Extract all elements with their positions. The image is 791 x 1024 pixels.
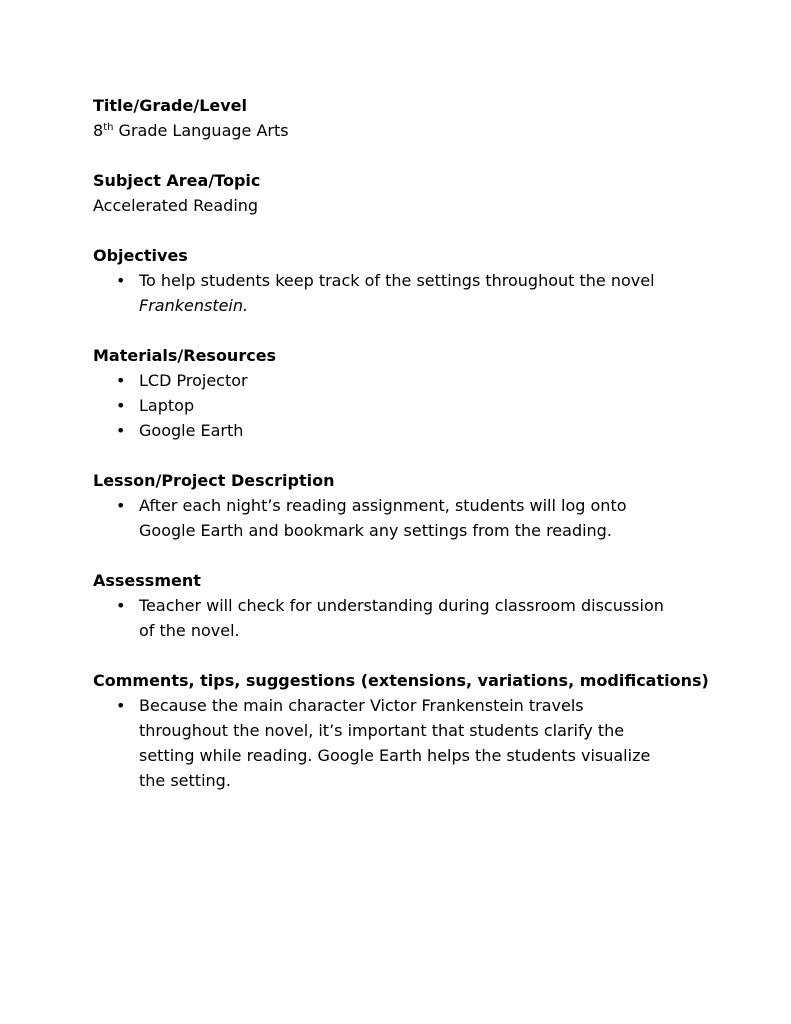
comment-text-line-1: Because the main character Victor Frankenstein travels [139, 696, 584, 715]
assessment-text-line-1: Teacher will check for understanding during classroom discussion [139, 596, 664, 615]
bullet-icon: • [116, 271, 126, 290]
comments-heading: Comments, tips, suggestions (extensions, variations, modifications) [93, 671, 709, 690]
comments-section [93, 668, 713, 793]
comment-text-line-4: the setting. [139, 771, 231, 790]
bullet-icon: • [116, 371, 126, 390]
materials-section [93, 343, 713, 443]
assessment-list [93, 593, 713, 643]
lesson-text-line-1: After each night’s reading assignment, students will log onto [139, 496, 627, 515]
subject-area-heading: Subject Area/Topic [93, 171, 261, 190]
subject-area-value: Accelerated Reading [93, 196, 259, 215]
list-item [93, 393, 713, 418]
bullet-icon: • [116, 421, 126, 440]
lesson-description-heading: Lesson/Project Description [93, 471, 335, 490]
objectives-section [93, 243, 713, 318]
comment-text-line-2: throughout the novel, it’s important that students clarify the [139, 721, 625, 740]
lesson-plan-document [93, 93, 713, 818]
material-item-text: Laptop [139, 396, 195, 415]
list-item [93, 593, 713, 643]
objectives-list [93, 268, 713, 318]
lesson-text-line-2: Google Earth and bookmark any settings from the reading. [139, 521, 612, 540]
title-grade-level-heading: Title/Grade/Level [93, 96, 248, 115]
grade-ordinal-suffix: th [103, 122, 114, 133]
materials-heading: Materials/Resources [93, 346, 277, 365]
bullet-icon: • [116, 396, 126, 415]
assessment-text-line-2: of the novel. [139, 621, 240, 640]
bullet-icon: • [116, 596, 126, 615]
lesson-description-section [93, 468, 713, 543]
assessment-section [93, 568, 713, 643]
grade-number: 8 [93, 121, 104, 140]
comment-text-line-3: setting while reading. Google Earth helps the students visualize [139, 746, 651, 765]
list-item [93, 368, 713, 393]
objective-text-line-1: To help students keep track of the settings throughout the novel [139, 271, 655, 290]
list-item [93, 418, 713, 443]
assessment-heading: Assessment [93, 571, 201, 590]
subject-area-section [93, 168, 713, 218]
title-grade-level-section [93, 93, 713, 143]
bullet-icon: • [116, 696, 126, 715]
list-item [93, 268, 713, 318]
material-item-text: LCD Projector [139, 371, 248, 390]
lesson-description-list [93, 493, 713, 543]
grade-subject-text: Grade Language Arts [113, 121, 289, 140]
objectives-heading: Objectives [93, 246, 188, 265]
comments-list [93, 693, 713, 793]
materials-list [93, 368, 713, 443]
list-item [93, 693, 713, 793]
material-item-text: Google Earth [139, 421, 244, 440]
objective-text-line-2: Frankenstein. [139, 296, 249, 315]
grade-level-value [93, 118, 713, 143]
list-item [93, 493, 713, 543]
bullet-icon: • [116, 496, 126, 515]
